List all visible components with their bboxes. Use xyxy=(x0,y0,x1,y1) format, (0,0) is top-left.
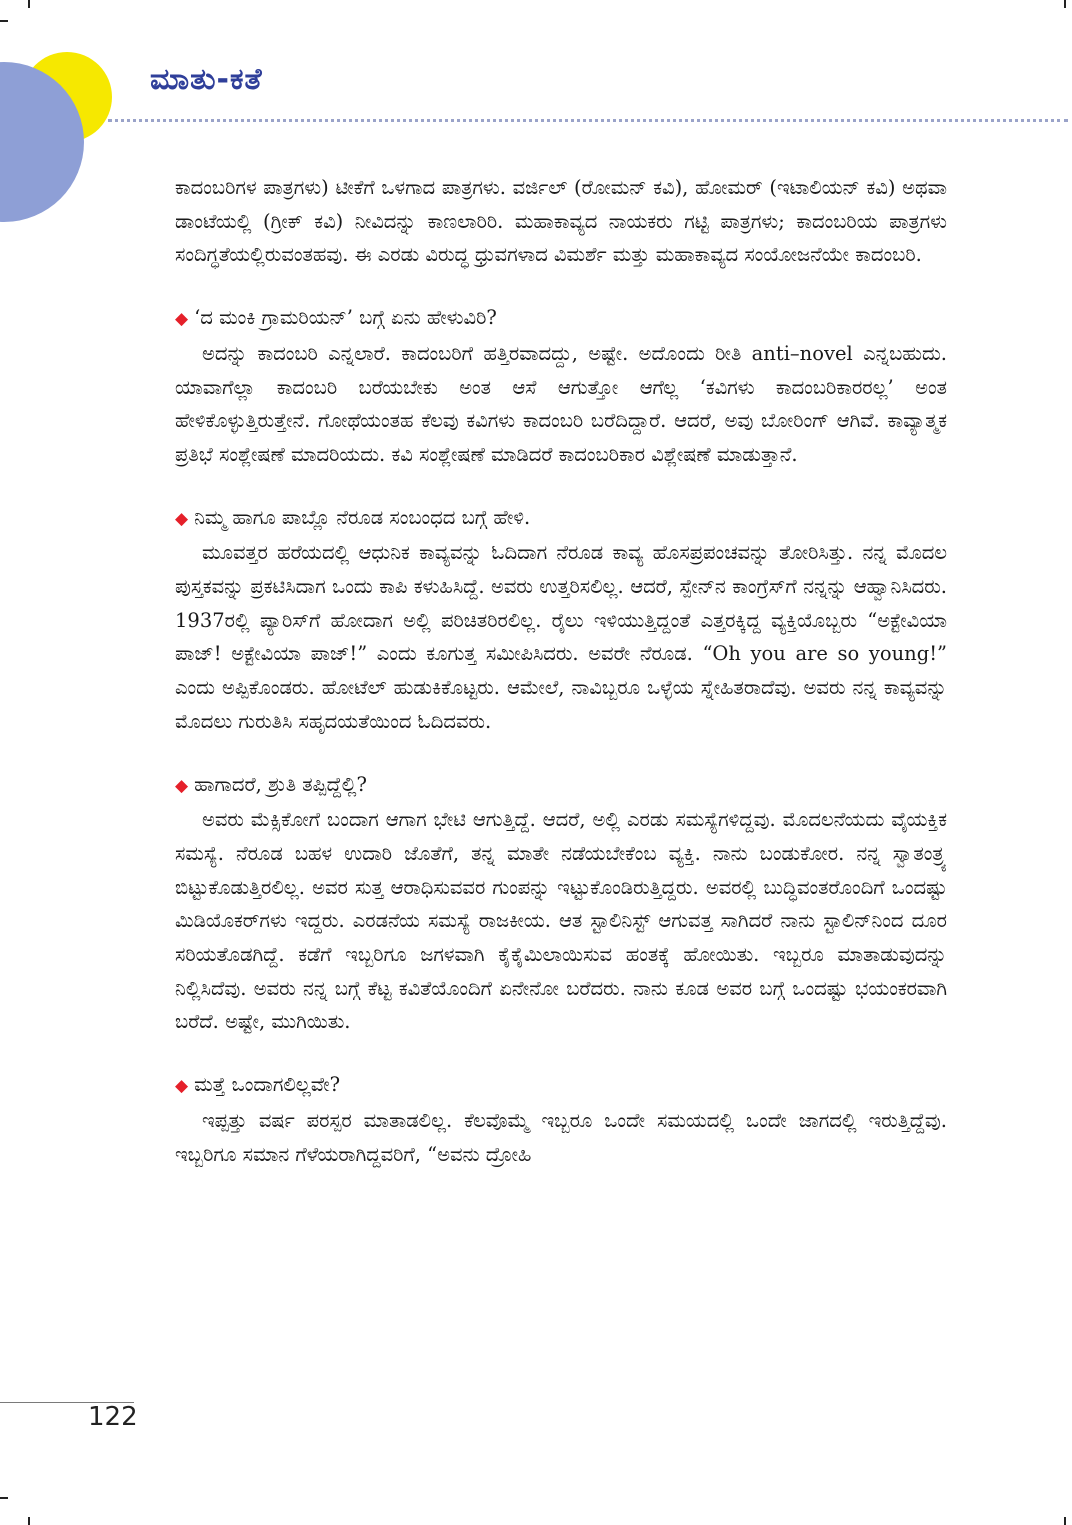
question xyxy=(175,768,947,804)
red-diamond-icon: ◆ xyxy=(175,775,189,796)
crop-mark xyxy=(1064,1517,1066,1525)
question-text: ಹಾಗಾದರೆ, ಶ್ರುತಿ ತಪ್ಪಿದ್ದೆಲ್ಲಿ? xyxy=(194,772,367,796)
crop-mark xyxy=(0,20,8,22)
red-diamond-icon: ◆ xyxy=(175,309,189,330)
article-body xyxy=(175,171,947,1171)
header-dotted-rule xyxy=(108,119,1068,122)
answer-paragraph: ಅವರು ಮೆಕ್ಸಿಕೋಗೆ ಬಂದಾಗ ಆಗಾಗ ಭೇಟಿ ಆಗುತ್ತಿದ್ದೆ. ಆದರೆ, ಅಲ್ಲಿ ಎರಡು ಸಮಸ್ಯೆಗಳಿದ್ದವು. ಮೊದಲನೆಯದು ವೈಯಕ್ತಿಕ ಸಮಸ್ಯೆ. ನೆರೂಡ ಬಹಳ ಉದಾರಿ ಜೊತೆಗೆ, ತನ್ನ ಮಾತೇ ನಡೆಯಬೇಕೆಂಬ ವ್ಯಕ್ತಿ. ನಾನು ಬಂಡುಕೋರ. ನನ್ನ ಸ್ವಾತಂತ್ರ್ಯ ಬಿಟ್ಟುಕೊಡುತ್ತಿರಲಿಲ್ಲ. ಅವರ ಸುತ್ತ ಆರಾಧಿಸುವವರ ಗುಂಪನ್ನು ಇಟ್ಟುಕೊಂಡಿರುತ್ತಿದ್ದರು. ಅವರಲ್ಲಿ ಬುದ್ಧಿವಂತರೊಂದಿಗೆ ಒಂದಷ್ಟು ಮಿಡಿಯೊಕರ್‌ಗಳು ಇದ್ದರು. ಎರಡನೆಯ ಸಮಸ್ಯೆ ರಾಜಕೀಯ. ಆತ ಸ್ಟಾಲಿನಿಸ್ಟ್ ಆಗುವತ್ತ ಸಾಗಿದರೆ ನಾನು ಸ್ಟಾಲಿನ್‌ನಿಂದ ದೂರ ಸರಿಯತೊಡಗಿದ್ದೆ. ಕಡೆಗೆ ಇಬ್ಬರಿಗೂ ಜಗಳವಾಗಿ ಕೈಕೈಮಿಲಾಯಿಸುವ ಹಂತಕ್ಕೆ ಹೋಯಿತು. ಇಬ್ಬರೂ ಮಾತಾಡುವುದನ್ನು ನಿಲ್ಲಿಸಿದೆವು. ಅವರು ನನ್ನ ಬಗ್ಗೆ ಕೆಟ್ಟ ಕವಿತೆಯೊಂದಿಗೆ ಏನೇನೋ ಬರೆದರು. ನಾನು ಕೂಡ ಅವರ ಬಗ್ಗೆ ಒಂದಷ್ಟು ಭಯಂಕರವಾಗಿ ಬರೆದೆ. ಅಷ್ಟೇ, ಮುಗಿಯಿತು. xyxy=(175,808,947,1034)
question-text: ನಿಮ್ಮ ಹಾಗೂ ಪಾಬ್ಲೊ ನೆರೂಡ ಸಂಬಂಧದ ಬಗ್ಗೆ ಹೇಳಿ. xyxy=(194,505,531,529)
answer-paragraph: ಇಪ್ಪತ್ತು ವರ್ಷ ಪರಸ್ಪರ ಮಾತಾಡಲಿಲ್ಲ. ಕೆಲವೊಮ್ಮೆ ಇಬ್ಬರೂ ಒಂದೇ ಸಮಯದಲ್ಲಿ ಒಂದೇ ಜಾಗದಲ್ಲಿ ಇರುತ್ತಿದ್ದೆವು. ಇಬ್ಬರಿಗೂ ಸಮಾನ ಗೆಳೆಯರಾಗಿದ್ದವರಿಗೆ, “ಅವನು ದ್ರೋಹಿ xyxy=(175,1108,947,1166)
red-diamond-icon: ◆ xyxy=(175,1076,189,1097)
question xyxy=(175,1068,947,1104)
crop-mark xyxy=(0,1497,8,1499)
question xyxy=(175,301,947,337)
answer-paragraph: ಮೂವತ್ತರ ಹರೆಯದಲ್ಲಿ ಆಧುನಿಕ ಕಾವ್ಯವನ್ನು ಓದಿದಾಗ ನೆರೂಡ ಕಾವ್ಯ ಹೊಸಪ್ರಪಂಚವನ್ನು ತೋರಿಸಿತ್ತು. ನನ್ನ ಮೊದಲ ಪುಸ್ತಕವನ್ನು ಪ್ರಕಟಿಸಿದಾಗ ಒಂದು ಕಾಪಿ ಕಳುಹಿಸಿದ್ದೆ. ಅವರು ಉತ್ತರಿಸಲಿಲ್ಲ. ಆದರೆ, ಸ್ಪೇನ್‌ನ ಕಾಂಗ್ರೆಸ್‌ಗೆ ನನ್ನನ್ನು ಆಹ್ವಾನಿಸಿದರು. 1937ರಲ್ಲಿ ಪ್ಯಾರಿಸ್‌ಗೆ ಹೋದಾಗ ಅಲ್ಲಿ ಪರಿಚಿತರಿರಲಿಲ್ಲ. ರೈಲು ಇಳಿಯುತ್ತಿದ್ದಂತೆ ಎತ್ತರಕ್ಕಿದ್ದ ವ್ಯಕ್ತಿಯೊಬ್ಬರು “ಅಕ್ಟೇವಿಯಾ ಪಾಜ್! ಅಕ್ಟೇವಿಯಾ ಪಾಜ್!” ಎಂದು ಕೂಗುತ್ತ ಸಮೀಪಿಸಿದರು. ಅವರೇ ನೆರೂಡ. “Oh you are so young!” ಎಂದು ಅಪ್ಪಿಕೊಂಡರು. ಹೋಟೆಲ್ ಹುಡುಕಿಕೊಟ್ಟರು. ಆಮೇಲೆ, ನಾವಿಬ್ಬರೂ ಒಳ್ಳೆಯ ಸ್ನೇಹಿತರಾದೆವು. ಅವರು ನನ್ನ ಕಾವ್ಯವನ್ನು ಮೊದಲು ಗುರುತಿಸಿ ಸಹೃದಯತೆಯಿಂದ ಓದಿದವರು. xyxy=(175,541,947,733)
crop-mark xyxy=(1064,0,1066,8)
crop-mark xyxy=(28,0,30,8)
crop-mark xyxy=(28,1517,30,1525)
question-text: ಮತ್ತೆ ಒಂದಾಗಲಿಲ್ಲವೇ? xyxy=(194,1073,341,1097)
page-number: 122 xyxy=(88,1402,138,1432)
qa-block xyxy=(175,1068,947,1171)
chapter-title: ಮಾತು-ಕತೆ xyxy=(150,62,263,97)
red-diamond-icon: ◆ xyxy=(175,508,189,529)
qa-block xyxy=(175,768,947,1040)
question-text: ‘ದ ಮಂಕಿ ಗ್ರಾಮರಿಯನ್’ ಬಗ್ಗೆ ಏನು ಹೇಳುವಿರಿ? xyxy=(194,306,497,330)
intro-paragraph: ಕಾದಂಬರಿಗಳ ಪಾತ್ರಗಳು) ಟೀಕೆಗೆ ಒಳಗಾದ ಪಾತ್ರಗಳು. ವರ್ಜಿಲ್ (ರೋಮನ್ ಕವಿ), ಹೋಮರ್ (ಇಟಾಲಿಯನ್ ಕವಿ) ಅಥವಾ ಡಾಂಟೆಯಲ್ಲಿ (ಗ್ರೀಕ್ ಕವಿ) ನೀವಿದನ್ನು ಕಾಣಲಾರಿರಿ. ಮಹಾಕಾವ್ಯದ ನಾಯಕರು ಗಟ್ಟಿ ಪಾತ್ರಗಳು; ಕಾದಂಬರಿಯ ಪಾತ್ರಗಳು ಸಂದಿಗ್ಧತೆಯಲ್ಲಿರುವಂತಹವು. ಈ ಎರಡು ವಿರುದ್ಧ ಧ್ರುವಗಳಾದ ವಿಮರ್ಶೆ ಮತ್ತು ಮಹಾಕಾವ್ಯದ ಸಂಯೋಜನೆಯೇ ಕಾದಂಬರಿ. xyxy=(175,176,947,267)
qa-block xyxy=(175,301,947,472)
qa-block xyxy=(175,501,947,739)
question xyxy=(175,501,947,537)
answer-paragraph: ಅದನ್ನು ಕಾದಂಬರಿ ಎನ್ನಲಾರೆ. ಕಾದಂಬರಿಗೆ ಹತ್ತಿರವಾದದ್ದು, ಅಷ್ಟೇ. ಅದೊಂದು ರೀತಿ anti–novel ಎನ್ನಬಹುದು. ಯಾವಾಗೆಲ್ಲಾ ಕಾದಂಬರಿ ಬರೆಯಬೇಕು ಅಂತ ಆಸೆ ಆಗುತ್ತೋ ಆಗೆಲ್ಲ ‘ಕವಿಗಳು ಕಾದಂಬರಿಕಾರರಲ್ಲ’ ಅಂತ ಹೇಳಿಕೊಳ್ಳುತ್ತಿರುತ್ತೇನೆ. ಗೋಥೆಯಂತಹ ಕೆಲವು ಕವಿಗಳು ಕಾದಂಬರಿ ಬರೆದಿದ್ದಾರೆ. ಆದರೆ, ಅವು ಬೋರಿಂಗ್ ಆಗಿವೆ. ಕಾವ್ಯಾತ್ಮಕ ಪ್ರತಿಭೆ ಸಂಶ್ಲೇಷಣೆ ಮಾದರಿಯದು. ಕವಿ ಸಂಶ್ಲೇಷಣೆ ಮಾಡಿದರೆ ಕಾದಂಬರಿಕಾರ ವಿಶ್ಲೇಷಣೆ ಮಾಡುತ್ತಾನೆ. xyxy=(175,341,947,466)
